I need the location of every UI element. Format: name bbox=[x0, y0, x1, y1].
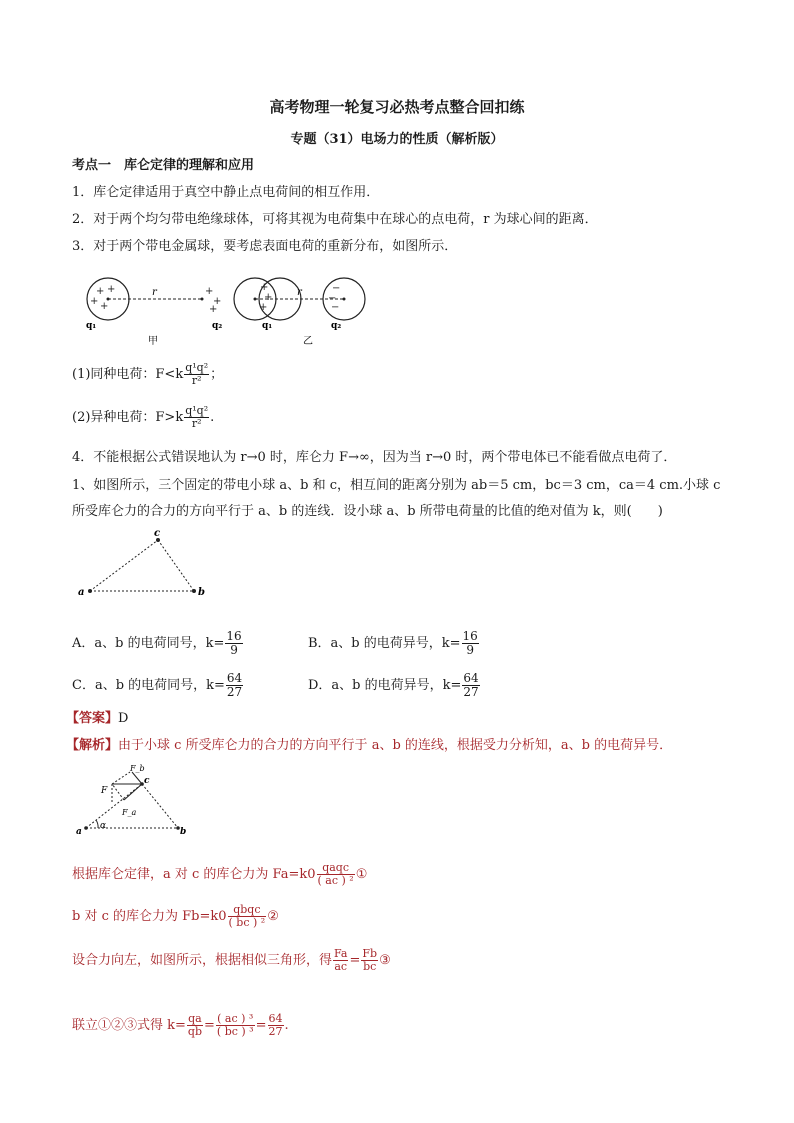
point-a-label: a bbox=[78, 587, 85, 598]
r-label-1: r bbox=[152, 287, 157, 298]
question-line-2: 所受库仑力的合力的方向平行于 a、b 的连线．设小球 a、b 所带电荷量的比值的绝对值为 k，则( ) bbox=[72, 504, 663, 519]
point-c-label: c bbox=[154, 528, 161, 539]
page-title: 高考物理一轮复习必热考点整合回扣练 bbox=[269, 98, 525, 116]
analysis-line: 【解析】由于小球 c 所受库仑力的合力的方向平行于 a、b 的连线，根据受力分析知，a、b 的电荷异号． bbox=[66, 738, 673, 753]
point-c-label-2: c bbox=[144, 776, 150, 786]
caption-right: 乙 bbox=[303, 336, 313, 347]
svg-text:+: + bbox=[209, 304, 218, 315]
option-c: C．a、b 的电荷同号，k= $\frac{64}{27}$ bbox=[72, 671, 243, 699]
option-a: A．a、b 的电荷同号，k= $\frac{16}{9}$ bbox=[72, 629, 242, 657]
point-b-label: b bbox=[198, 587, 205, 598]
force-diagram-figure bbox=[72, 762, 192, 838]
q2-label-2: q₂ bbox=[331, 321, 342, 331]
svg-text:+: + bbox=[264, 292, 273, 303]
point-1: 1．库仑定律适用于真空中静止点电荷间的相互作用． bbox=[72, 185, 380, 200]
fa-label: F_a bbox=[122, 808, 137, 817]
point-4: 4．不能根据公式错误地认为 r→0 时，库仑力 F→∞，因为当 r→0 时，两个带电体已不能看做点电荷了． bbox=[72, 450, 677, 465]
svg-text:+: + bbox=[96, 286, 105, 297]
alpha-label: α bbox=[100, 821, 107, 831]
question-line-1: 1、如图所示，三个固定的带电小球 a、b 和 c，相互间的距离分别为 ab＝5 cm，bc＝3 cm，ca＝4 cm.小球 c bbox=[72, 478, 721, 493]
point-3: 3．对于两个带电金属球，要考虑表面电荷的重新分布，如图所示． bbox=[72, 239, 458, 254]
svg-text:−: − bbox=[332, 283, 341, 294]
fb-label: F_b bbox=[130, 764, 145, 773]
svg-text:+: + bbox=[90, 296, 99, 307]
formula-opposite: (2)异种电荷：F>k $\frac{\text{q¹q²}}{\text{r²}}$ . bbox=[72, 404, 215, 430]
page-subtitle: 专题（31）电场力的性质（解析版） bbox=[290, 132, 504, 147]
charged-spheres-figure bbox=[78, 272, 378, 352]
triangle-abc-figure bbox=[72, 528, 212, 602]
svg-text:+: + bbox=[107, 284, 116, 295]
svg-text:−: − bbox=[328, 293, 337, 304]
svg-text:+: + bbox=[205, 286, 214, 297]
q1-label-2: q₁ bbox=[262, 321, 273, 331]
svg-text:−: − bbox=[331, 302, 340, 313]
svg-text:+: + bbox=[213, 296, 222, 307]
r-label-2: r bbox=[297, 287, 302, 298]
section-heading: 考点一 库仑定律的理解和应用 bbox=[72, 158, 255, 173]
option-b: B．a、b 的电荷异号，k= $\frac{16}{9}$ bbox=[308, 629, 478, 657]
point-b-label-2: b bbox=[180, 827, 187, 837]
svg-text:+: + bbox=[100, 301, 109, 312]
step-2: b 对 c 的库仑力为 Fb=k0 $\frac{\text{qbqc}}{\text{( bc ) ²}}$ ② bbox=[72, 903, 279, 929]
svg-text:+: + bbox=[260, 282, 269, 293]
q2-label-1: q₂ bbox=[212, 321, 223, 331]
answer-line: 【答案】D bbox=[66, 711, 129, 726]
formula-same: (1)同种电荷：F<k $\frac{\text{q¹q²}}{\text{r²}}$ ； bbox=[72, 361, 224, 387]
point-2: 2．对于两个均匀带电绝缘球体，可将其视为电荷集中在球心的点电荷，r 为球心间的距离． bbox=[72, 212, 598, 227]
point-a-label-2: a bbox=[76, 827, 82, 837]
q1-label-1: q₁ bbox=[86, 321, 97, 331]
svg-text:+: + bbox=[259, 302, 268, 313]
option-d: D．a、b 的电荷异号，k= $\frac{64}{27}$ bbox=[308, 671, 479, 699]
step-1: 根据库仑定律，a 对 c 的库仑力为 Fa=k0 $\frac{\text{qaqc}}{\text{( ac ) ²}}$ ① bbox=[72, 861, 368, 887]
caption-left: 甲 bbox=[148, 336, 158, 347]
f-label: F bbox=[101, 786, 108, 796]
step-4: 联立①②③式得 k= $\frac{qa}{qb}$ = $\frac{\text{( ac ) ³}}{\text{( bc ) ³}}$ = $\frac{64}{27}$ . bbox=[72, 1012, 289, 1038]
step-3: 设合力向左，如图所示，根据相似三角形，得 $\frac{Fa}{ac}$ = $\frac{Fb}{bc}$ ③ bbox=[72, 947, 391, 973]
